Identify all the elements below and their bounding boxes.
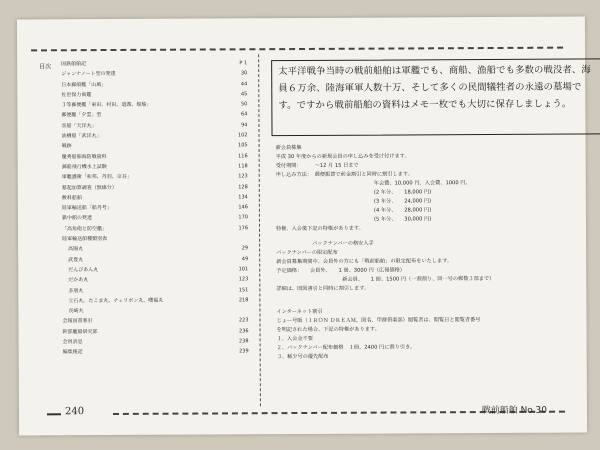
toc-title: 高陽丸: [68, 246, 84, 253]
backnumber-line: バックナンバーの格安入手: [312, 240, 374, 247]
toc-title: 長崎丸: [68, 308, 84, 315]
recruit-line: 特権、入会後下記の特権があります。: [276, 225, 364, 233]
recruit-line: 申し込み方法： 郵便振替で前金割引と同時に割引します。: [275, 171, 413, 179]
table-of-contents: [61, 58, 253, 358]
preservation-notice: 太平洋戦争当時の戦前船舶は軍艦でも、商船、漁船でも多数の戦没者、海員６万余、陸海軍軍人数十万、そして多くの民間犠牲者の永遠の墓場です。ですから戦前船舶の資料はメモ一枚でも大切に保存しましょう。: [271, 58, 600, 136]
internet-line: ３、稀少号の優先配布: [276, 353, 329, 361]
toc-title: 客船「天洋丸」: [61, 122, 97, 130]
toc-title: 立石丸、たこま丸、チェリボン丸、曙福丸: [68, 297, 164, 305]
toc-page: 118: [238, 163, 248, 170]
toc-page: 176: [238, 225, 249, 232]
toc-title: 敷料船舶: [61, 195, 82, 202]
toc-page: 102: [237, 132, 248, 139]
backnumber-line: バックナンバーの限定配布: [276, 249, 338, 257]
internet-line: じょー号販（ＩＲＯＮ ＤＲＥＡＭ，図名、甲群倶楽部）閲覧者は、閲覧日と閲覧者番号: [276, 317, 481, 325]
toc-title: 武豊丸: [68, 256, 84, 263]
toc-page: 151: [238, 286, 249, 293]
toc-title: 軍艦護衛「和邦、丹羽、京谷」: [61, 174, 132, 181]
journal-title: 戦前船舶 No.30: [481, 405, 547, 417]
toc-page: 123: [238, 276, 249, 283]
toc-title: 獄中館の発達: [61, 215, 92, 222]
toc-title: ３等郵便艦「東田、村田、道義、船舶」: [61, 101, 152, 109]
toc-page: 128: [238, 183, 248, 190]
toc-title: 日本郵船艦「山風」: [61, 81, 107, 88]
document-page: [17, 17, 591, 436]
toc-page: 49: [241, 255, 249, 262]
toc-title: 陸軍輸送船「船丹号」: [61, 205, 112, 212]
column-divider: [258, 54, 261, 406]
toc-title: 会報国書案引: [62, 318, 93, 325]
toc-title: だんぴあん丸: [68, 267, 99, 274]
recruit-line: 年会費、10,000 円、入会費、1000 円、: [373, 180, 471, 187]
backnumber-line: 予定価格： 会員外、 1 冊、3000 円（広報価格）: [276, 267, 405, 275]
internet-line: ２、バックナンバー配布価格 １冊、2400 円に割り引き。: [276, 344, 416, 352]
toc-heading: 目次: [39, 63, 52, 71]
toc-page: 223: [238, 317, 249, 324]
toc-title: 「高角砲と防空艦」: [61, 225, 108, 233]
toc-page: P 1: [239, 60, 248, 67]
toc-title: 郵便艦「夕雲」型: [61, 112, 102, 119]
recruit-line: (3 年分、 24,000 円): [373, 198, 432, 205]
toc-page: 116: [238, 152, 248, 160]
back-number-section: [276, 238, 600, 294]
page-number: 240: [64, 406, 85, 418]
toc-title: 編集後記: [62, 349, 83, 356]
toc-page: 238: [239, 338, 249, 345]
toc-page: 105: [238, 142, 248, 149]
internet-line: インターネット割引: [276, 308, 323, 316]
toc-title: 郵船飛行機水上試験: [61, 163, 107, 171]
recruit-line: (5 年分、 30,000 円): [373, 216, 432, 223]
toc-page: 50: [240, 101, 248, 108]
toc-title: 優秀船舶海防戦資料: [61, 153, 107, 160]
toc-page: 44: [240, 80, 248, 87]
toc-page: 236: [238, 328, 249, 335]
toc-page: 170: [238, 214, 248, 221]
backnumber-line: 新会員、 1 冊、1500 円（一割割り、同一号の郵数３部まで）: [342, 275, 495, 283]
toc-page: 45: [240, 91, 248, 98]
internet-discount-section: [276, 306, 600, 362]
recruit-line: 受付期間： 〜12 月 15 日まで: [275, 162, 359, 170]
toc-title: 幹部艦船研究部: [62, 328, 98, 335]
toc-page: 239: [239, 348, 249, 355]
toc-title: 国鉄船舶記: [61, 61, 87, 68]
toc-title: 油槽船「武洋丸」: [61, 133, 102, 140]
internet-line: １、入会金不要: [276, 335, 313, 343]
toc-title: 戦跡: [61, 143, 72, 150]
internet-line: を明記された場合、下記の特権があります。: [276, 326, 380, 334]
toc-page: 29: [241, 245, 249, 252]
toc-title: 佐世保力商鑑: [61, 91, 92, 99]
toc-page: 123: [238, 173, 248, 180]
footer-rule-left: [47, 413, 61, 415]
toc-page: 146: [238, 204, 248, 211]
recruit-line: (4 年分、 28,000 円): [373, 207, 432, 214]
toc-title: 陸軍輸送船種類別表: [62, 236, 108, 243]
backnumber-line: 詳細は、国図書引と同時に割引します。: [276, 285, 370, 293]
toc-page: 64: [241, 111, 248, 118]
top-dashed-rule: [31, 47, 563, 52]
recruit-line: 平成 30 年度からの新規会員の申し込みを受け付けます。: [275, 153, 410, 161]
toc-page: 134: [238, 194, 248, 201]
member-recruitment-section: [276, 142, 600, 234]
toc-title: だかあ丸: [68, 277, 89, 284]
toc-row: [63, 347, 253, 358]
recruit-line: 新会員募集: [275, 145, 302, 152]
toc-page: 218: [238, 297, 249, 304]
toc-title: 多朋丸: [68, 287, 84, 294]
toc-page: 94: [241, 122, 248, 129]
backnumber-line: 新会員募集期間中、会員外の方にも「戦前船舶」の限定配布をいたします。: [276, 258, 453, 266]
toc-title: ジャンナノート型の発達: [61, 71, 116, 78]
toc-title: 墓起加算調査（無線分）: [61, 184, 117, 191]
toc-page: 101: [238, 266, 249, 273]
recruit-line: (2 年分、 18,000 円): [373, 189, 432, 196]
toc-title: 会員消息: [62, 339, 83, 346]
toc-page: 30: [240, 70, 248, 77]
